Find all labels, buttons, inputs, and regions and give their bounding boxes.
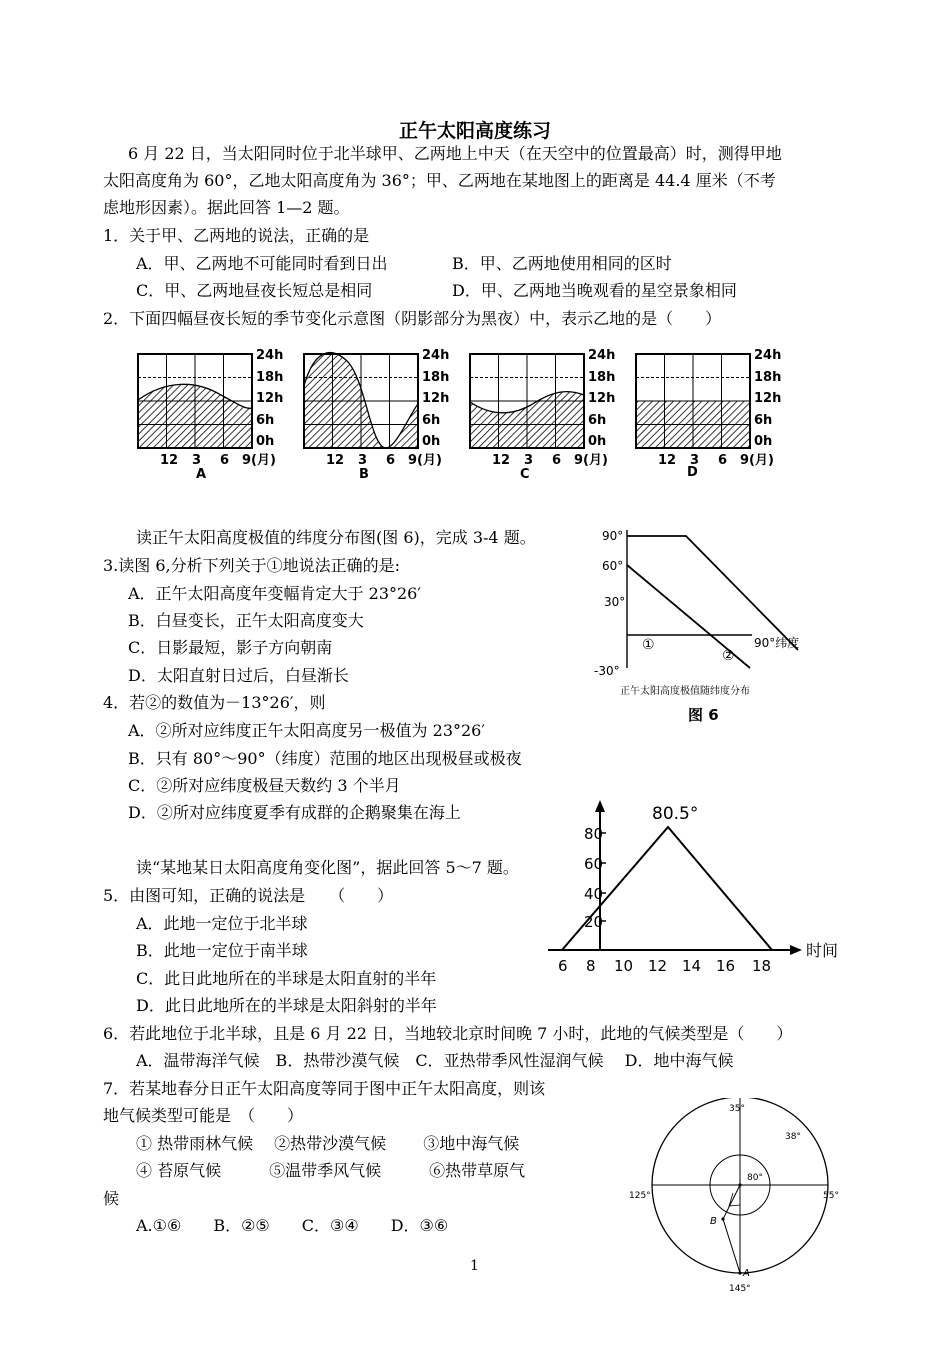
sun-y-label: 60 (584, 855, 604, 873)
polar-angle-label: 80° (747, 1173, 763, 1183)
intro-line-2: 太阳高度角为 60°，乙地太阳高度角为 36°；甲、乙两地在某地图上的距离是 44.4 厘米（不考 (103, 171, 776, 190)
y-label: 12h (256, 391, 284, 406)
x-label: 9(月) (408, 453, 442, 468)
q4-option-d: D．②所对应纬度夏季有成群的企鹅聚集在海上 (128, 803, 461, 822)
q1-option-c: C．甲、乙两地昼夜长短总是相同 (136, 281, 373, 300)
chart-letter-d: D (687, 465, 698, 480)
daylength-charts (126, 340, 806, 490)
sun-x-label: 14 (682, 957, 702, 975)
q5-stem: 5．由图可知，正确的说法是 （ ） (103, 886, 394, 905)
q6-stem: 6．若此地位于北半球，且是 6 月 22 日，当地较北京时间晚 7 小时，此地的气候类型是（ ） (103, 1024, 793, 1043)
sun-x-label: 8 (586, 957, 596, 975)
x-label: 3 (192, 453, 202, 468)
sun-y-label: 20 (584, 913, 604, 931)
page-title: 正午太阳高度练习 (398, 120, 551, 142)
fig6-y-label: -30° (594, 664, 620, 678)
y-label: 6h (754, 413, 773, 428)
sun-x-label: 12 (648, 957, 668, 975)
q1-stem: 1．关于甲、乙两地的说法，正确的是 (103, 226, 370, 245)
fig6-marker-2: ② (722, 648, 735, 664)
x-label: 12 (326, 453, 345, 468)
fig6-y-label: 30° (604, 595, 626, 609)
sun-x-label: 10 (614, 957, 634, 975)
sun-x-label: 16 (716, 957, 736, 975)
q7-row-2: ④ 苔原气候 ⑤温带季风气候 ⑥热带草原气 (136, 1161, 526, 1180)
peak-label: 80.5° (652, 804, 699, 824)
x-label: 3 (524, 453, 534, 468)
y-label: 18h (422, 370, 450, 385)
y-label: 24h (256, 348, 284, 363)
intro-line-3: 虑地形因素）。据此回答 1—2 题。 (103, 198, 350, 217)
q3-option-b: B．白昼变长，正午太阳高度变大 (128, 611, 364, 630)
sun-y-label: 80 (584, 825, 604, 843)
y-label: 0h (588, 434, 607, 449)
y-label: 12h (422, 391, 450, 406)
x-label: 6 (386, 453, 396, 468)
daylength-chart-c (470, 354, 584, 448)
q3-option-d: D．太阳直射日过后，白昼渐长 (128, 666, 349, 685)
sec57-intro: 读“某地某日太阳高度角变化图”，据此回答 5～7 题。 (136, 858, 519, 877)
y-label: 0h (256, 434, 275, 449)
x-label: 3 (358, 453, 368, 468)
fig6-marker-1: ① (642, 637, 655, 653)
page-number: 1 (470, 1258, 479, 1274)
x-label: 6 (220, 453, 230, 468)
fig6-subtitle: 正午太阳高度极值随纬度分布 (620, 686, 750, 697)
x-label: 9(月) (740, 453, 774, 468)
polar-angle-label: 38° (785, 1132, 801, 1142)
fig6-x-label: 90°纬度 (754, 636, 800, 650)
sun-x-label: 6 (558, 957, 568, 975)
y-label: 18h (256, 370, 284, 385)
x-label: 12 (658, 453, 677, 468)
q1-option-d: D．甲、乙两地当晚观看的星空景象相同 (452, 281, 737, 300)
polar-angle-label: 125° (629, 1191, 651, 1201)
chart-letter-a: A (196, 467, 207, 482)
q7-stem-2: 地气候类型可能是 （ ） (103, 1106, 304, 1125)
intro-line-1: 6 月 22 日，当太阳同时位于北半球甲、乙两地上中天（在天空中的位置最高）时，测得甲地 (128, 144, 782, 163)
q4-option-c: C．②所对应纬度极昼天数约 3 个半月 (128, 776, 401, 795)
y-label: 12h (588, 391, 616, 406)
q5-option-c: C．此日此地所在的半球是太阳直射的半年 (136, 969, 437, 988)
chart-letter-b: B (359, 467, 369, 482)
sec34-intro: 读正午太阳高度极值的纬度分布图(图 6)，完成 3-4 题。 (136, 528, 536, 547)
y-label: 18h (754, 370, 782, 385)
q7-stem-1: 7．若某地春分日正午太阳高度等同于图中正午太阳高度，则该 (103, 1079, 546, 1098)
y-label: 24h (754, 348, 782, 363)
x-label: 12 (492, 453, 511, 468)
q5-option-d: D．此日此地所在的半球是太阳斜射的半年 (136, 996, 437, 1015)
sun-x-label: 18 (752, 957, 772, 975)
q4-option-a: A．②所对应纬度正午太阳高度另一极值为 23°26′ (128, 721, 485, 740)
figure-6 (590, 522, 830, 730)
sun-x-axis-label: 时间 (806, 941, 839, 960)
daylength-chart-d (636, 354, 750, 448)
x-label: 9(月) (574, 453, 608, 468)
y-label: 18h (588, 370, 616, 385)
x-label: 9(月) (242, 453, 276, 468)
polar-angle-label: 145° (729, 1284, 751, 1294)
q7-answers: A.①⑥ B．②⑤ C．③④ D．③⑥ (136, 1216, 449, 1235)
x-label: 12 (160, 453, 179, 468)
daylength-chart-a (138, 354, 252, 448)
x-label: 3 (690, 453, 700, 468)
q4-option-b: B．只有 80°～90°（纬度）范围的地区出现极昼或极夜 (128, 749, 522, 768)
y-label: 24h (422, 348, 450, 363)
q1-option-b: B．甲、乙两地使用相同的区时 (452, 254, 672, 273)
y-label: 6h (588, 413, 607, 428)
y-label: 24h (588, 348, 616, 363)
q3-option-a: A．正午太阳高度年变幅肯定大于 23°26′ (128, 584, 421, 603)
fig6-y-label: 90° (602, 529, 624, 543)
y-label: 0h (422, 434, 441, 449)
sun-altitude-chart (540, 795, 840, 980)
q3-stem: 3.读图 6,分析下列关于①地说法正确的是: (103, 556, 401, 575)
polar-point-a: A (743, 1268, 750, 1279)
q5-option-b: B．此地一定位于南半球 (136, 941, 308, 960)
q4-stem: 4．若②的数值为－13°26′，则 (103, 693, 326, 712)
q6-options: A．温带海洋气候 B．热带沙漠气候 C．亚热带季风性湿润气候 D．地中海气候 (136, 1051, 734, 1070)
y-label: 6h (256, 413, 275, 428)
q5-option-a: A．此地一定位于北半球 (136, 914, 308, 933)
chart-letter-c: C (520, 467, 530, 482)
x-label: 6 (718, 453, 728, 468)
polar-angle-label: 35° (729, 1104, 745, 1114)
fig6-caption: 图 6 (688, 706, 719, 724)
polar-diagram (625, 1098, 850, 1308)
sun-y-label: 40 (584, 885, 604, 903)
x-label: 6 (552, 453, 562, 468)
polar-point-b: B (710, 1216, 717, 1227)
y-label: 6h (422, 413, 441, 428)
y-label: 12h (754, 391, 782, 406)
q7-row-1: ① 热带雨林气候 ②热带沙漠气候 ③地中海气候 (136, 1134, 520, 1153)
fig6-y-label: 60° (602, 559, 624, 573)
q7-row-3: 候 (103, 1189, 120, 1208)
y-label: 0h (754, 434, 773, 449)
daylength-chart-b (304, 353, 418, 448)
q3-option-c: C．日影最短，影子方向朝南 (128, 638, 333, 657)
q1-option-a: A．甲、乙两地不可能同时看到日出 (136, 254, 388, 273)
polar-angle-label: 55° (823, 1191, 839, 1201)
q2-stem: 2．下面四幅昼夜长短的季节变化示意图（阴影部分为黑夜）中，表示乙地的是（ ） (103, 309, 722, 328)
